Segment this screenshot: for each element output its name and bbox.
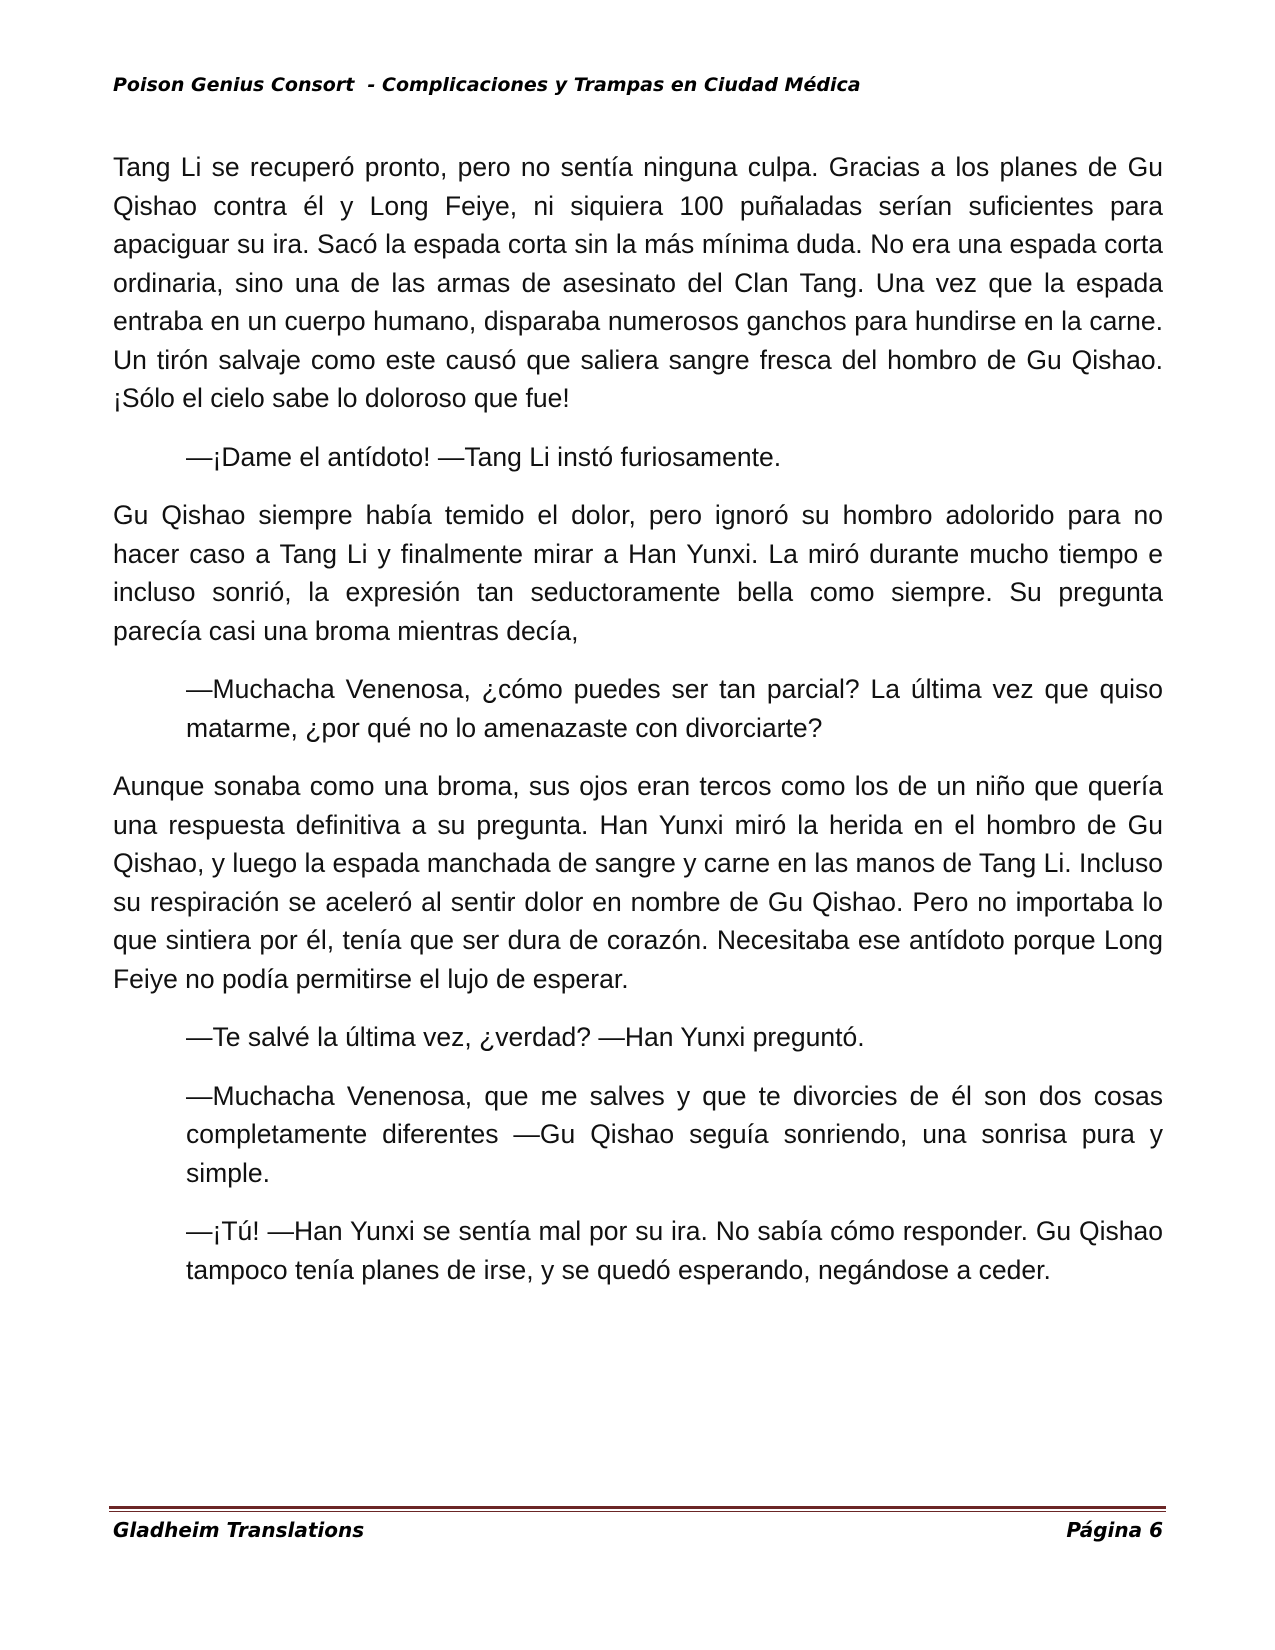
footer-rule [109, 1506, 1166, 1512]
paragraph-6: —Te salvé la última vez, ¿verdad? —Han Yunxi preguntó. [186, 1022, 865, 1052]
paragraph-4: —Muchacha Venenosa, ¿cómo puedes ser tan parcial? La última vez que quiso matarme, ¿por qué no lo amenazaste con divorciarte? [186, 674, 1163, 743]
paragraph-2: —¡Dame el antídoto! —Tang Li instó furiosamente. [186, 441, 782, 472]
running-header: Poison Genius Consort - Complicaciones y Trampas en Ciudad Médica [113, 74, 861, 96]
page-number: Página 6 [1066, 1518, 1163, 1542]
paragraph-7: —Muchacha Venenosa, que me salves y que te divorcies de él son dos cosas completamente diferentes —Gu Qishao seguía sonriendo, una sonrisa pura y simple. [186, 1080, 1163, 1188]
body-text [113, 148, 1163, 1309]
paragraph-8: —¡Tú! —Han Yunxi se sentía mal por su ira. No sabía cómo responder. Gu Qishao tampoco tenía planes de irse, y se quedó esperando, negándose a ceder. [186, 1216, 1163, 1285]
paragraph-5: Aunque sonaba como una broma, sus ojos eran tercos como los de un niño que quería una respuesta definitiva a su pregunta. Han Yunxi miró la herida en el hombro de Gu Qishao, y luego la espada manchada de sangre y carne en las manos de Tang Li. Incluso su respiración se aceleró al sentir dolor en nombre de Gu Qishao. Pero no importaba lo que sintiera por él, tenía que ser dura de corazón. Necesitaba ese antídoto porque Long Feiye no podía permitirse el lujo de esperar. [113, 771, 1163, 994]
paragraph-1: Tang Li se recuperó pronto, pero no sentía ninguna culpa. Gracias a los planes de Gu Qishao contra él y Long Feiye, ni siquiera 100 puñaladas serían suficientes para apaciguar su ira. Sacó la espada corta sin la más mínima duda. No era una espada corta ordinaria, sino una de las armas de asesinato del Clan Tang. Una vez que la espada entraba en un cuerpo humano, disparaba numerosos ganchos para hundirse en la carne. Un tirón salvaje como este causó que saliera sangre fresca del hombro de Gu Qishao. ¡Sólo el cielo sabe lo doloroso que fue! [113, 152, 1163, 413]
paragraph-3: Gu Qishao siempre había temido el dolor, pero ignoró su hombro adolorido para no hacer caso a Tang Li y finalmente mirar a Han Yunxi. La miró durante mucho tiempo e incluso sonrió, la expresión tan seductoramente bella como siempre. Su pregunta parecía casi una broma mientras decía, [113, 500, 1163, 646]
footer-publisher: Gladheim Translations [113, 1518, 365, 1542]
